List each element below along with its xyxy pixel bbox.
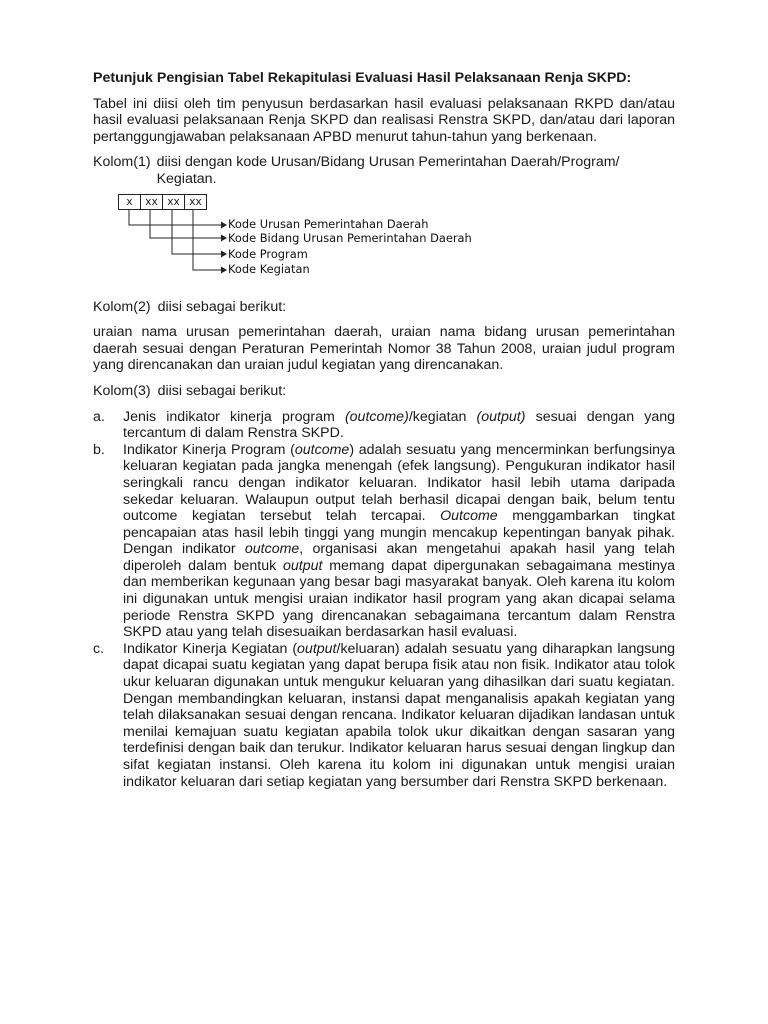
kolom3-text: diisi sebagai berikut: bbox=[157, 382, 287, 399]
code-box-bidang: xx bbox=[140, 194, 163, 210]
list-item-text: Indikator Kinerja Program (outcome) adalah sesuatu yang mencerminkan berfungsinya keluaran kegiatan pada jangka menengah (efek langsung). Pengukuran indikator hasil seringkali rancu dengan indikator keluaran. Indikator hasil lebih utama daripada sekedar keluaran. Walaupun output telah berhasil dicapai dengan baik, belum tentu outcome kegiatan tersebut telah tercapai. Outcome menggambarkan tingkat pencapaian atas hasil lebih tinggi yang mungin mencakup kepentingan banyak pihak. Dengan indikator outcome, organisasi akan mengetahui apakah hasil yang telah diperoleh dalam bentuk output memang dapat dipergunakan sebagaimana mestinya dan memberikan kegunaan yang besar bagi masyarakat banyak. Oleh karena itu kolom ini digunakan untuk mengisi uraian indikator hasil program yang akan dicapai selama periode Renstra SKPD yang direncanakan sebagaimana tercantum dalam Renstra SKPD atau yang telah disesuaikan berdasarkan hasil evaluasi. bbox=[123, 441, 676, 641]
arrowhead-kegiatan bbox=[221, 266, 227, 273]
kolom1-row bbox=[93, 154, 675, 187]
connector-kegiatan bbox=[193, 209, 221, 270]
list-item-text: Indikator Kinerja Kegiatan (output/keluaran) adalah sesuatu yang diharapkan langsung dapat dicapai suatu kegiatan yang dapat berupa fisik atau non fisik. Indikator atau tolok ukur keluaran digunakan untuk mengukur keluaran yang dihasilkan dari suatu kegiatan. Dengan membandingkan keluaran, instansi dapat menganalisis apakah kegiatan yang telah dilaksanakan sesuai dengan rencana. Indikator keluaran dijadikan landasan untuk menilai kemajuan suatu kegiatan apabila tolok ukur dikaitkan dengan sasaran yang terdefinisi dengan baik dan terukur. Indikator keluaran harus sesuai dengan lingkup dan sifat kegiatan instansi. Oleh karena itu kolom ini digunakan untuk mengisi uraian indikator keluaran dari setiap kegiatan yang bersumber dari Renstra SKPD berkenaan. bbox=[123, 640, 675, 790]
label-kode-bidang: Kode Bidang Urusan Pemerintahan Daerah bbox=[228, 230, 472, 245]
connector-program bbox=[172, 209, 221, 254]
list-item-text: Jenis indikator kinerja program (outcome)/kegiatan (output) sesuai dengan yang tercantum di dalam Renstra SKPD. bbox=[123, 408, 675, 442]
code-box-kegiatan: xx bbox=[184, 194, 207, 210]
kolom3-list bbox=[93, 409, 675, 791]
label-kode-kegiatan: Kode Kegiatan bbox=[228, 261, 310, 276]
code-structure-diagram bbox=[93, 194, 675, 290]
kolom1-text: diisi dengan kode Urusan/Bidang Urusan Pemerintahan Daerah/Program/ Kegiatan. bbox=[156, 154, 620, 187]
connector-urusan bbox=[129, 209, 221, 225]
kolom3-row bbox=[93, 383, 675, 400]
list-marker: a. bbox=[93, 408, 105, 425]
kolom2-text: diisi sebagai berikut: bbox=[157, 298, 287, 315]
list-marker: b. bbox=[93, 441, 105, 458]
kolom3-label: Kolom(3) bbox=[93, 382, 151, 399]
code-box-program: xx bbox=[162, 194, 185, 210]
page-title: Petunjuk Pengisian Tabel Rekapitulasi Evaluasi Hasil Pelaksanaan Renja SKPD: bbox=[93, 70, 632, 86]
connector-bidang bbox=[150, 209, 221, 238]
intro-paragraph: Tabel ini diisi oleh tim penyusun berdasarkan hasil evaluasi pelaksanaan RKPD dan/atau hasil evaluasi pelaksanaan Renja SKPD dan realisasi Renstra SKPD, dan/atau dari laporan pertanggungjawaban pelaksanaan APBD menurut tahun-tahun yang berkenaan. bbox=[93, 95, 675, 145]
document-body bbox=[93, 70, 675, 790]
list-item bbox=[93, 409, 675, 442]
arrowhead-bidang bbox=[221, 234, 227, 241]
connector-lines bbox=[93, 194, 233, 290]
arrowhead-program bbox=[221, 250, 227, 257]
code-box-urusan: x bbox=[118, 194, 141, 210]
list-item bbox=[93, 442, 675, 641]
kolom2-row bbox=[93, 299, 675, 316]
arrowhead-urusan bbox=[221, 221, 227, 228]
label-kode-urusan: Kode Urusan Pemerintahan Daerah bbox=[228, 216, 429, 231]
list-item bbox=[93, 641, 675, 790]
kolom1-label: Kolom(1) bbox=[93, 154, 151, 171]
kolom2-paragraph: uraian nama urusan pemerintahan daerah, uraian nama bidang urusan pemerintahan daerah sesuai dengan Peraturan Pemerintah Nomor 38 Tahun 2008, uraian judul program yang direncanakan dan uraian judul kegiatan yang direncanakan. bbox=[93, 324, 675, 374]
label-kode-program: Kode Program bbox=[228, 246, 308, 261]
list-marker: c. bbox=[93, 640, 105, 657]
kolom2-label: Kolom(2) bbox=[93, 298, 151, 315]
